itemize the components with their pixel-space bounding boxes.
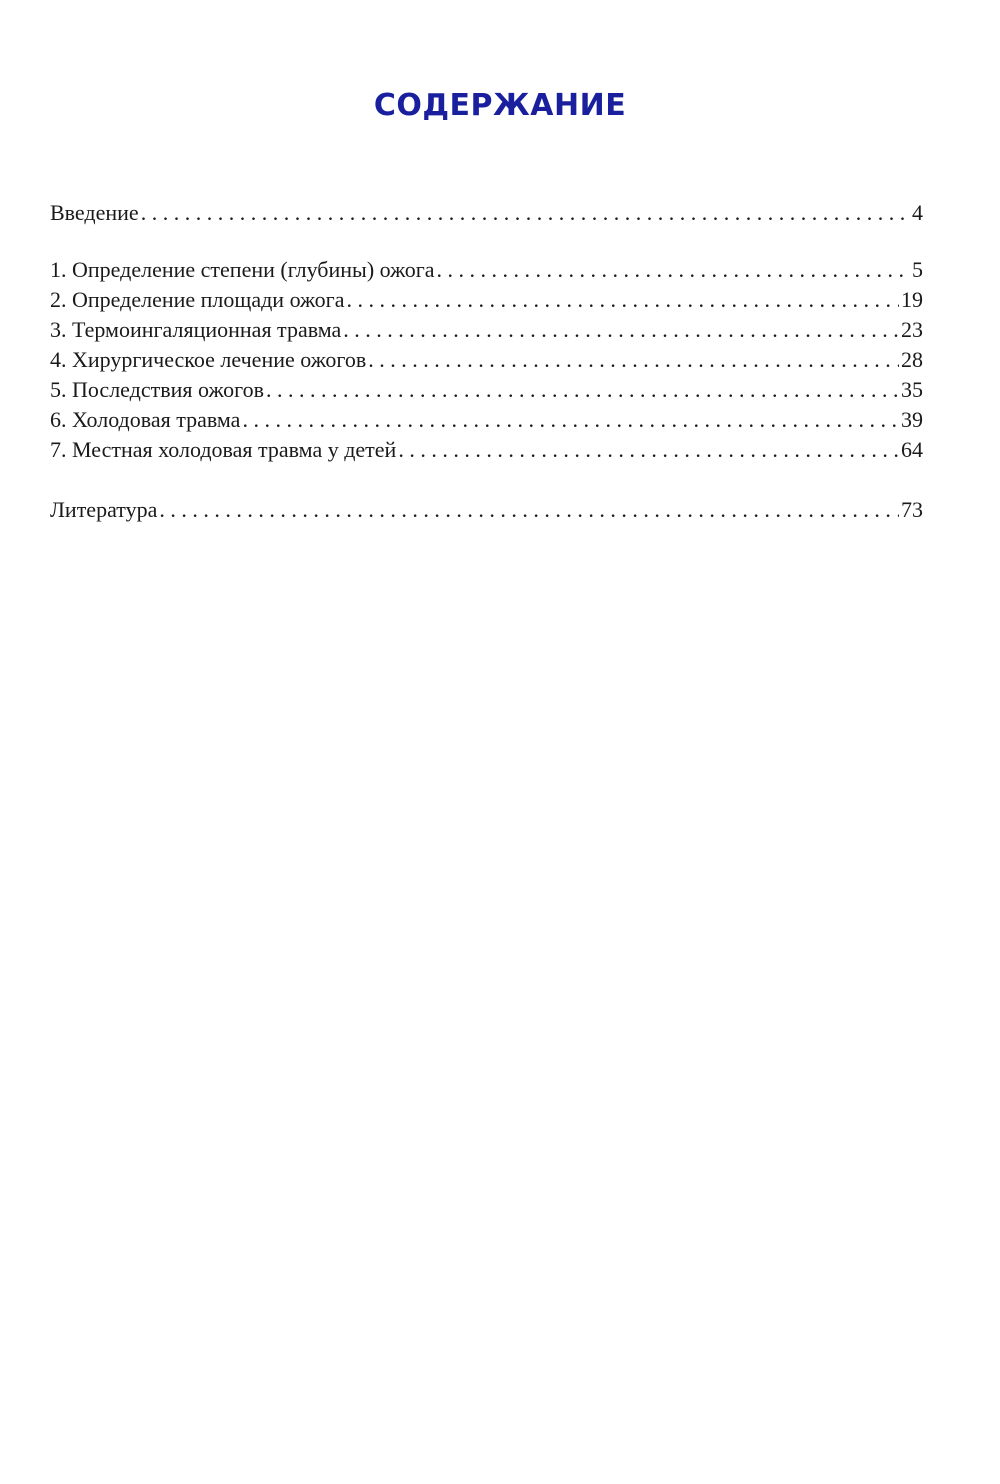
toc-entry-chapter-5	[50, 375, 923, 405]
dot-leader	[242, 405, 899, 435]
dot-leader	[159, 495, 899, 525]
toc-entry-chapter-1	[50, 255, 923, 285]
toc-entry-page: 23	[901, 317, 923, 342]
page-title: СОДЕРЖАНИЕ	[373, 88, 627, 123]
dot-leader	[437, 255, 910, 285]
dot-leader	[266, 375, 899, 405]
dot-leader	[141, 198, 910, 228]
toc-entry-chapter-4	[50, 345, 923, 375]
toc-entry-page: 19	[901, 287, 923, 312]
dot-leader	[346, 285, 899, 315]
toc-entry-label: 7. Местная холодовая травма у детей	[50, 437, 397, 462]
toc-entry-label: 6. Холодовая травма	[50, 407, 241, 432]
toc-entry-references	[50, 495, 923, 525]
toc-entry-label: 3. Термоингаляционная травма	[50, 317, 342, 342]
toc-entry-chapter-2	[50, 285, 923, 315]
toc-entry-page: 39	[901, 407, 923, 432]
toc-entry-label: 1. Определение степени (глубины) ожога	[50, 257, 435, 282]
toc-entry-intro	[50, 198, 923, 228]
dot-leader	[398, 435, 899, 465]
toc-entry-chapter-3	[50, 315, 923, 345]
toc-entry-label: 4. Хирургическое лечение ожогов	[50, 347, 367, 372]
toc-entry-page: 64	[901, 437, 923, 462]
toc-entry-chapter-7	[50, 435, 923, 465]
toc-entry-page: 28	[901, 347, 923, 372]
toc-entry-page: 5	[912, 257, 923, 282]
toc-entry-page: 4	[912, 200, 923, 225]
dot-leader	[368, 345, 899, 375]
toc-entry-label: 5. Последствия ожогов	[50, 377, 264, 402]
toc-entry-chapter-6	[50, 405, 923, 435]
toc-entry-label: Литература	[50, 497, 158, 522]
dot-leader	[343, 315, 899, 345]
toc-entry-label: 2. Определение площади ожога	[50, 287, 345, 312]
toc-entry-page: 35	[901, 377, 923, 402]
toc-entry-label: Введение	[50, 200, 139, 225]
toc-entry-page: 73	[901, 497, 923, 522]
